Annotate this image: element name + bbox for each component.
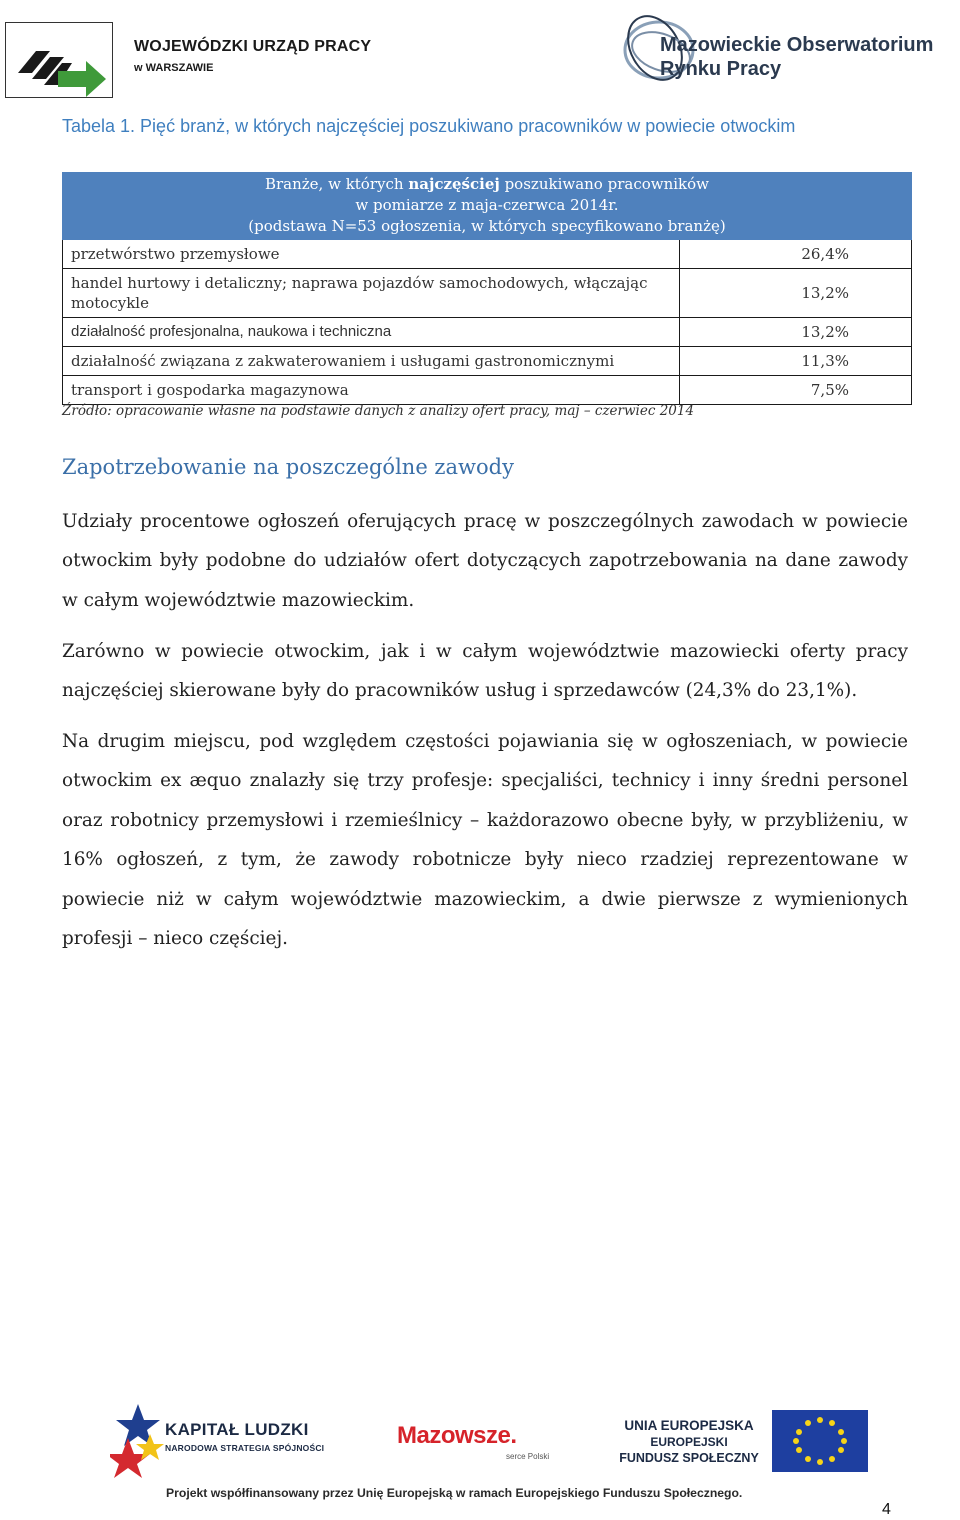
table-cell-label: działalność profesjonalna, naukowa i techniczna [63, 318, 680, 347]
paragraph: Na drugim miejscu, pod względem częstości pojawiania się w ogłoszeniach, w powiecie otwockim ex æquo znalazły się trzy profesje: specjaliści, technicy i inny średni personel oraz robotnicy przemysłowi i rzemieślnicy – każdorazowo obecne były, w przybliżeniu, w 16% ogłoszeń, z tym, że zawody robotnicze były nieco rzadziej reprezentowane w powiecie niż w całym województwie mazowieckim, a dwie pierwsze z wymienionych profesji – nieco częściej. [62, 731, 908, 950]
table-cell-value: 13,2% [680, 318, 912, 347]
kapital-ludzki-star-icon [110, 1404, 164, 1478]
table-cell-label: transport i gospodarka magazynowa [63, 376, 680, 405]
table-cell-label: działalność związana z zakwaterowaniem i usługami gastronomicznymi [63, 347, 680, 376]
paragraph: Zarówno w powiecie otwockim, jak i w całym województwie mazowiecki oferty pracy najczęściej skierowane były do pracowników usług i sprzedawców (24,3% do 23,1%). [62, 641, 908, 702]
table-row [63, 376, 912, 405]
table-header-line1: Branże, w których najczęściej poszukiwano pracowników [264, 175, 710, 193]
table-cell-label: handel hurtowy i detaliczny; naprawa pojazdów samochodowych, włączając motocykle [63, 269, 680, 318]
table-cell-value: 11,3% [680, 347, 912, 376]
wup-city: w WARSZAWIE [134, 62, 214, 74]
eu-flag-icon [772, 1410, 868, 1472]
mazowsze-logo: Mazowsze. [397, 1422, 517, 1449]
wup-name: WOJEWÓDZKI URZĄD PRACY [134, 38, 372, 55]
table-caption: Tabela 1. Pięć branż, w których najczęściej poszukiwano pracowników w powiecie otwockim [62, 116, 796, 136]
paragraph: Udziały procentowe ogłoszeń oferujących pracę w poszczególnych zawodach w powiecie otwockim były podobne do udziałów ofert dotyczących zapotrzebowania na dane zawody w całym województwie mazowieckim. [62, 511, 908, 611]
industries-table [62, 172, 912, 405]
ue-line3: FUNDUSZ SPOŁECZNY [619, 1451, 759, 1465]
kapital-ludzki-name: KAPITAŁ LUDZKI [165, 1420, 309, 1439]
mor-name-line2: Rynku Pracy [660, 58, 782, 80]
table-header-cell [63, 173, 912, 240]
mazowsze-sub: serce Polski [506, 1452, 550, 1461]
ue-line1: UNIA EUROPEJSKA [624, 1418, 754, 1433]
table-cell-value: 26,4% [680, 240, 912, 269]
table-row [63, 269, 912, 318]
table-header-bold: najczęściej [408, 175, 500, 193]
wup-logo-text [134, 38, 371, 74]
table-row [63, 318, 912, 347]
section-title: Zapotrzebowanie na poszczególne zawody [62, 455, 514, 479]
table-header-line2: w pomiarze z maja-czerwca 2014r. [355, 196, 619, 214]
kapital-ludzki-logo [165, 1420, 324, 1453]
table-source-note: Źródło: opracowanie własne na podstawie danych z analizy ofert pracy, maj – czerwiec 2014 [62, 403, 695, 419]
kapital-ludzki-sub: NARODOWA STRATEGIA SPÓJNOŚCI [165, 1443, 325, 1453]
table-cell-label: przetwórstwo przemysłowe [63, 240, 680, 269]
table-header-line3: (podstawa N=53 ogłoszenia, w których specyfikowano branżę) [248, 217, 726, 235]
ue-logo-text [612, 1418, 766, 1466]
table-cell-value: 7,5% [680, 376, 912, 405]
table-row [63, 347, 912, 376]
ue-line2: EUROPEJSKI [650, 1435, 728, 1449]
mor-name-line1: Mazowieckie Obserwatorium [660, 34, 934, 56]
cofinance-note: Projekt współfinansowany przez Unię Europejską w ramach Europejskiego Funduszu Społecznego. [166, 1486, 743, 1500]
table-cell-value: 13,2% [680, 269, 912, 318]
table-row [63, 240, 912, 269]
wup-logo-icon [5, 22, 113, 98]
table-header-row [63, 173, 912, 240]
mor-logo-text [660, 33, 933, 81]
page-number: 4 [882, 1501, 891, 1518]
